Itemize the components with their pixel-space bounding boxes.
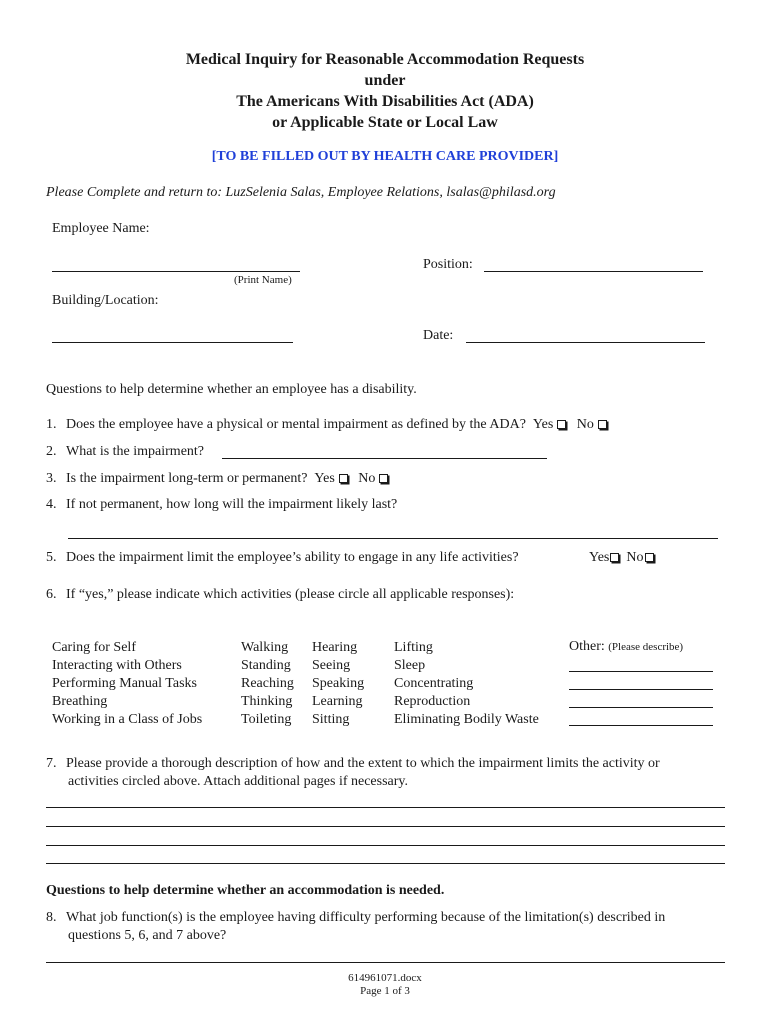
other-activities-label <box>569 639 683 655</box>
activity-option[interactable]: Working in a Class of Jobs <box>52 712 203 727</box>
question-8-line-2: questions 5, 6, and 7 above? <box>68 928 227 943</box>
return-instructions: Please Complete and return to: LuzSelenia Salas, Employee Relations, lsalas@philasd.org <box>46 185 556 200</box>
question-3-text: Is the impairment long-term or permanent? <box>66 471 308 486</box>
employee-name-field[interactable] <box>52 271 300 272</box>
activities-column-4 <box>394 639 539 729</box>
question-7-line-1: Please provide a thorough description of how and the extent to which the impairment limits the activity or <box>66 756 660 771</box>
activities-column-2 <box>241 639 294 729</box>
document-id: 614961071.docx <box>348 972 422 984</box>
form-title-line-1: Medical Inquiry for Reasonable Accommodation Requests <box>185 51 585 68</box>
question-5 <box>46 550 519 566</box>
other-activity-field[interactable] <box>569 689 713 690</box>
form-title-line-3: The Americans With Disabilities Act (ADA) <box>236 93 534 110</box>
section2-heading: Questions to help determine whether an accommodation is needed. <box>46 883 445 898</box>
question-number: 4. <box>46 497 57 512</box>
question-4 <box>46 497 397 513</box>
activity-option[interactable]: Reproduction <box>394 694 471 709</box>
employee-name-label: Employee Name: <box>52 221 150 236</box>
question-number: 5. <box>46 550 57 565</box>
description-field-line[interactable] <box>46 826 725 827</box>
activity-option[interactable]: Interacting with Others <box>52 658 182 673</box>
question-7 <box>46 756 660 772</box>
position-label: Position: <box>423 257 473 272</box>
q3-no-checkbox[interactable] <box>379 474 388 483</box>
activity-option[interactable]: Lifting <box>394 640 433 655</box>
q5-no-label: No <box>626 550 644 565</box>
question-6-text: If “yes,” please indicate which activities (please circle all applicable responses): <box>66 587 515 602</box>
question-6 <box>46 587 514 603</box>
question-8-line-1: What job function(s) is the employee having difficulty performing because of the limitation(s) described in <box>66 910 666 925</box>
description-field-line[interactable] <box>46 863 725 864</box>
building-location-label: Building/Location: <box>52 293 159 308</box>
other-activity-field[interactable] <box>569 707 713 708</box>
activity-option[interactable]: Seeing <box>312 658 351 673</box>
position-field[interactable] <box>484 271 703 272</box>
activities-column-3 <box>312 639 364 729</box>
question-number: 1. <box>46 417 57 432</box>
activity-option[interactable]: Reaching <box>241 676 294 691</box>
impairment-field[interactable] <box>222 458 547 459</box>
activity-option[interactable]: Concentrating <box>394 676 474 691</box>
question-number: 7. <box>46 756 57 771</box>
activity-option[interactable]: Sleep <box>394 658 426 673</box>
q1-no-label: No <box>576 417 594 432</box>
form-title-line-2: under <box>364 72 406 89</box>
form-title-line-4: or Applicable State or Local Law <box>272 114 498 131</box>
job-function-field-line[interactable] <box>46 962 725 963</box>
description-field-line[interactable] <box>46 807 725 808</box>
description-field-line[interactable] <box>46 845 725 846</box>
other-activity-field[interactable] <box>569 671 713 672</box>
activity-option[interactable]: Caring for Self <box>52 640 136 655</box>
q1-no-checkbox[interactable] <box>598 420 607 429</box>
activity-option[interactable]: Standing <box>241 658 291 673</box>
question-5-text: Does the impairment limit the employee’s ability to engage in any life activities? <box>66 550 519 565</box>
question-2-text: What is the impairment? <box>66 444 205 459</box>
print-name-caption: (Print Name) <box>234 274 292 286</box>
question-number: 3. <box>46 471 57 486</box>
question-3 <box>46 471 388 487</box>
activity-option[interactable]: Sitting <box>312 712 350 727</box>
question-8 <box>46 910 665 926</box>
impairment-duration-field[interactable] <box>68 538 718 539</box>
question-number: 6. <box>46 587 57 602</box>
q5-no-checkbox[interactable] <box>645 553 654 562</box>
q1-yes-checkbox[interactable] <box>557 420 566 429</box>
question-7-line-2: activities circled above. Attach additional pages if necessary. <box>68 774 409 789</box>
activities-column-1 <box>52 639 202 729</box>
activity-option[interactable]: Learning <box>312 694 363 709</box>
q5-yes-label: Yes <box>589 550 610 565</box>
activity-option[interactable]: Thinking <box>241 694 293 709</box>
q3-yes-checkbox[interactable] <box>339 474 348 483</box>
date-field[interactable] <box>466 342 705 343</box>
q5-yes-checkbox[interactable] <box>610 553 619 562</box>
question-2 <box>46 444 204 460</box>
provider-note: [TO BE FILLED OUT BY HEALTH CARE PROVIDER] <box>211 149 559 164</box>
q1-yes-label: Yes <box>532 417 554 432</box>
activity-option[interactable]: Eliminating Bodily Waste <box>394 712 539 727</box>
activity-option[interactable]: Speaking <box>312 676 365 691</box>
date-label: Date: <box>423 328 454 343</box>
q3-yes-label: Yes <box>314 471 335 486</box>
q3-no-label: No <box>358 471 376 486</box>
other-label: Other: <box>569 639 605 654</box>
question-1-text: Does the employee have a physical or mental impairment as defined by the ADA? <box>66 417 526 432</box>
section1-heading: Questions to help determine whether an employee has a disability. <box>46 382 417 397</box>
question-number: 2. <box>46 444 57 459</box>
q5-options <box>589 550 654 566</box>
question-number: 8. <box>46 910 57 925</box>
activity-option[interactable]: Breathing <box>52 694 108 709</box>
question-4-text: If not permanent, how long will the impairment likely last? <box>66 497 398 512</box>
other-activity-field[interactable] <box>569 725 713 726</box>
activity-option[interactable]: Walking <box>241 640 289 655</box>
activity-option[interactable]: Performing Manual Tasks <box>52 676 197 691</box>
activity-option[interactable]: Hearing <box>312 640 358 655</box>
question-1 <box>46 417 607 433</box>
activity-option[interactable]: Toileting <box>241 712 292 727</box>
other-caption: (Please describe) <box>608 641 684 653</box>
building-location-field[interactable] <box>52 342 293 343</box>
page-number: Page 1 of 3 <box>360 985 410 997</box>
